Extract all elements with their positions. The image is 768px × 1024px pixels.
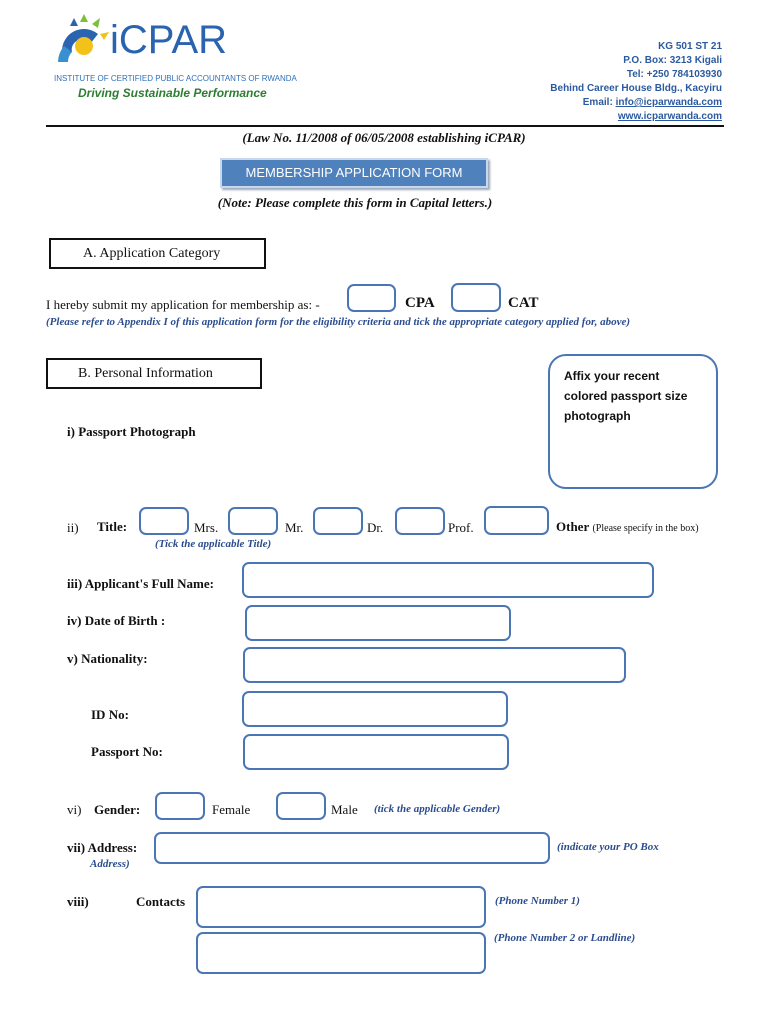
title-other-field[interactable] — [484, 506, 549, 535]
nationality-label: v) Nationality: — [67, 651, 148, 666]
gender-female-checkbox[interactable] — [155, 792, 205, 820]
phone-2-hint: (Phone Number 2 or Landline) — [494, 932, 636, 944]
address-line: P.O. Box: 3213 Kigali — [623, 55, 722, 66]
address-field[interactable] — [154, 832, 550, 864]
gender-label: Gender: — [94, 802, 141, 817]
title-number: ii) — [67, 520, 79, 535]
cat-checkbox[interactable] — [451, 283, 501, 312]
cpa-checkbox[interactable] — [347, 284, 396, 312]
address-hint-continued: Address) — [90, 858, 130, 870]
title-label: Title: — [97, 519, 128, 534]
gender-hint: (tick the applicable Gender) — [374, 803, 501, 815]
section-b-title: B. Personal Information — [78, 366, 213, 381]
address-line: Behind Career House Bldg., Kacyiru — [550, 83, 722, 94]
logo — [54, 12, 274, 72]
gender-female-label: Female — [212, 802, 251, 817]
title-other-hint: (Please specify in the box) — [592, 523, 699, 534]
phone-1-hint: (Phone Number 1) — [495, 895, 580, 907]
gender-male-checkbox[interactable] — [276, 792, 326, 820]
passport-no-label: Passport No: — [91, 744, 163, 759]
slogan: Driving Sustainable Performance — [78, 86, 267, 100]
contacts-number: viii) — [67, 894, 89, 909]
form-title: MEMBERSHIP APPLICATION FORM — [220, 158, 488, 188]
dob-field[interactable] — [245, 605, 511, 641]
phone-1-field[interactable] — [196, 886, 486, 928]
section-a-title: A. Application Category — [83, 246, 221, 261]
cat-label: CAT — [508, 295, 539, 311]
photo-box-text: Affix your recent colored passport size photograph — [564, 369, 688, 423]
email-line — [462, 96, 722, 110]
address-line: KG 501 ST 21 — [658, 41, 722, 52]
id-label: ID No: — [91, 707, 129, 722]
contacts-label: Contacts — [136, 894, 186, 909]
title-dr-checkbox[interactable] — [313, 507, 363, 535]
passport-no-field[interactable] — [243, 734, 509, 770]
dob-label: iv) Date of Birth : — [67, 613, 166, 628]
full-name-field[interactable] — [242, 562, 654, 598]
title-mrs-checkbox[interactable] — [139, 507, 189, 535]
title-mr-label: Mr. — [285, 520, 304, 535]
section-b-heading — [46, 358, 262, 389]
category-hint: (Please refer to Appendix I of this application form for the eligibility criteria and tick the appropriate category applied for, above) — [46, 316, 631, 328]
address-hint: (indicate your PO Box — [557, 841, 659, 853]
passport-photo-label: i) Passport Photograph — [67, 424, 196, 439]
id-field[interactable] — [242, 691, 508, 727]
contact-address — [462, 40, 722, 124]
title-prof-label: Prof. — [448, 520, 474, 535]
gender-number: vi) — [67, 802, 82, 817]
address-label: vii) Address: — [67, 840, 138, 855]
application-statement: I hereby submit my application for membership as: - — [46, 297, 320, 312]
title-other-label: Other — [556, 519, 590, 534]
address-line: Tel: +250 784103930 — [626, 69, 722, 80]
phone-2-field[interactable] — [196, 932, 486, 974]
logo-wordmark: iCPAR — [110, 18, 228, 62]
law-reference: (Law No. 11/2008 of 06/05/2008 establishing iCPAR) — [242, 130, 526, 145]
website-link[interactable]: www.icparwanda.com — [617, 111, 722, 122]
email-label: Email: — [582, 97, 616, 108]
passport-photo-box[interactable] — [548, 354, 718, 489]
gender-male-label: Male — [331, 802, 358, 817]
cpa-label: CPA — [405, 295, 435, 311]
title-mrs-label: Mrs. — [194, 520, 219, 535]
title-prof-checkbox[interactable] — [395, 507, 445, 535]
title-other — [556, 519, 699, 535]
title-dr-label: Dr. — [367, 520, 384, 535]
sun-logo-icon — [54, 12, 110, 70]
section-a-heading — [49, 238, 266, 269]
title-hint: (Tick the applicable Title) — [155, 538, 272, 550]
title-mr-checkbox[interactable] — [228, 507, 278, 535]
header-divider — [46, 125, 724, 127]
nationality-field[interactable] — [243, 647, 626, 683]
email-link[interactable]: info@icparwanda.com — [615, 97, 722, 108]
full-name-label: iii) Applicant's Full Name: — [67, 576, 214, 591]
institute-name: INSTITUTE OF CERTIFIED PUBLIC ACCOUNTANTS OF RWANDA — [54, 74, 297, 83]
note: (Note: Please complete this form in Capital letters.) — [217, 195, 493, 210]
